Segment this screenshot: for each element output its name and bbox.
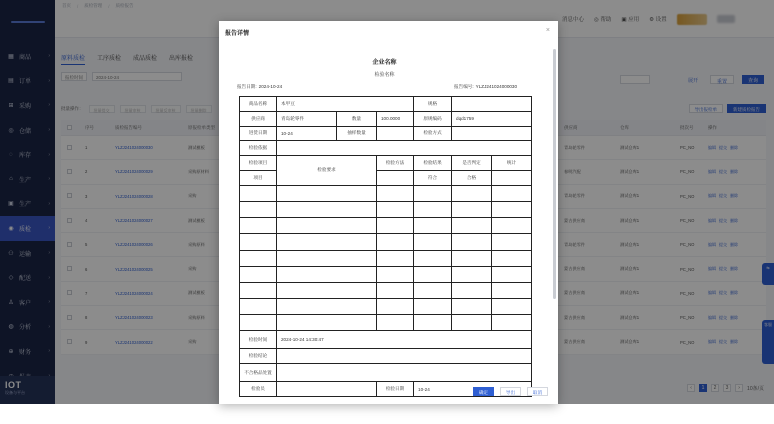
header-result: 检验结果 bbox=[414, 156, 452, 171]
submit-link[interactable]: 提交 bbox=[719, 266, 727, 272]
page-1[interactable]: 1 bbox=[699, 384, 707, 392]
sidebar-item-label: 生产 bbox=[19, 202, 32, 209]
cell-supplier: 蒙古供应商 bbox=[564, 290, 585, 296]
batch-submit-button[interactable]: 批量提交 bbox=[89, 105, 115, 113]
batch-delete-button[interactable]: 批量删除 bbox=[186, 105, 212, 113]
edit-link[interactable]: 编辑 bbox=[708, 193, 716, 199]
cell-code[interactable]: YLZJ241024000027 bbox=[115, 218, 153, 224]
report-document bbox=[219, 43, 550, 392]
sidebar-item-label: 财务 bbox=[19, 349, 32, 356]
filter-date-label: 报检时间 bbox=[61, 72, 87, 81]
nav-icon: ◇ bbox=[8, 275, 14, 282]
edit-link[interactable]: 编辑 bbox=[708, 144, 716, 150]
cell-code[interactable]: YLZJ241024000022 bbox=[115, 339, 153, 345]
chevron-right-icon: › bbox=[48, 53, 50, 60]
header-method: 检验方法 bbox=[377, 156, 414, 171]
chevron-right-icon: › bbox=[48, 77, 50, 84]
submit-link[interactable]: 提交 bbox=[719, 314, 727, 320]
nav-icon: ◎ bbox=[8, 127, 14, 134]
item-row bbox=[240, 234, 532, 250]
edit-link[interactable]: 编辑 bbox=[708, 168, 716, 174]
item-row bbox=[240, 282, 532, 298]
cell-supplier: 青岛轮零件 bbox=[564, 241, 585, 247]
company-name: 企业名称 bbox=[372, 60, 397, 66]
submit-link[interactable]: 提交 bbox=[719, 339, 727, 345]
cell-batch: PC_NO bbox=[680, 266, 695, 272]
chevron-right-icon: › bbox=[48, 151, 50, 158]
cell-no: 9 bbox=[85, 339, 88, 345]
inspect-method-value bbox=[452, 126, 532, 141]
header-result-sub: 符合 bbox=[414, 170, 452, 185]
cell-no: 5 bbox=[85, 242, 88, 248]
breadcrumb-item: 质检报告 bbox=[115, 3, 134, 8]
sample-qty-label: 抽样数量 bbox=[337, 126, 377, 141]
nav-icon: ▣ bbox=[8, 201, 14, 208]
header-item-sub: 项目 bbox=[240, 170, 277, 185]
apps-link[interactable]: ▣ 应用 bbox=[621, 17, 640, 23]
cell-code[interactable]: YLZJ241024000028 bbox=[115, 193, 153, 199]
delete-link[interactable]: 删除 bbox=[730, 168, 738, 174]
page-3[interactable]: 3 bbox=[723, 384, 731, 392]
nav-icon: ▤ bbox=[8, 78, 14, 85]
tab-product-qc[interactable]: 成品质检 bbox=[133, 56, 158, 62]
export-button[interactable]: 导出报检单 bbox=[689, 104, 724, 113]
brand-subtitle: 设备与平台 bbox=[5, 390, 25, 395]
edit-link[interactable]: 编辑 bbox=[708, 290, 716, 296]
page-size-select[interactable]: 10条/页 bbox=[747, 385, 764, 392]
cell-batch: PC_NO bbox=[680, 242, 695, 248]
cell-code[interactable]: YLZJ241024000026 bbox=[115, 242, 153, 248]
settings-link[interactable]: ⚙ 设置 bbox=[649, 17, 667, 23]
report-detail-modal bbox=[219, 21, 558, 404]
product-value: 本甲豆 bbox=[277, 97, 414, 112]
spec-code-label: 原规编码 bbox=[414, 111, 452, 126]
header-requirement: 检验要求 bbox=[277, 156, 377, 186]
page-prev[interactable]: ‹ bbox=[687, 384, 695, 392]
basis-value bbox=[277, 141, 532, 156]
nav-icon: ⊞ bbox=[8, 102, 14, 109]
cell-code[interactable]: YLZJ241024000030 bbox=[115, 145, 153, 151]
item-row bbox=[240, 266, 532, 282]
submit-link[interactable]: 提交 bbox=[719, 217, 727, 223]
cell-warehouse: 测试仓库1 bbox=[620, 241, 640, 247]
cell-type: 采购 bbox=[188, 193, 197, 199]
cell-no: 8 bbox=[85, 315, 88, 321]
spec-label: 规格 bbox=[414, 97, 452, 112]
cell-type: 测试模板 bbox=[188, 290, 205, 296]
report-date: 报告日期: 2024-10-24 bbox=[237, 84, 283, 89]
col-supplier: 供应商 bbox=[564, 124, 578, 130]
close-icon[interactable]: × bbox=[545, 27, 550, 34]
cell-no: 4 bbox=[85, 218, 88, 224]
cell-supplier: 蒙古供应商 bbox=[564, 217, 585, 223]
cell-warehouse: 测试仓库1 bbox=[620, 144, 640, 150]
edit-link[interactable]: 编辑 bbox=[708, 241, 716, 247]
nav-icon: ◉ bbox=[8, 225, 14, 232]
cell-supplier: 蒙古供应商 bbox=[564, 314, 585, 320]
header-judge-sub: 合格 bbox=[452, 170, 492, 185]
cell-type: 测试模板 bbox=[188, 144, 205, 150]
nav-icon: ⌂ bbox=[9, 176, 13, 183]
nav-icon: ▦ bbox=[8, 53, 14, 60]
submit-link[interactable]: 提交 bbox=[719, 290, 727, 296]
sidebar-item-label: 分析 bbox=[19, 325, 32, 332]
sidebar-item-label: 配送 bbox=[19, 276, 32, 283]
submit-link[interactable]: 提交 bbox=[719, 241, 727, 247]
bottom-strip bbox=[0, 404, 774, 424]
edit-link[interactable]: 编辑 bbox=[708, 217, 716, 223]
incoming-date-value: 10-24 bbox=[277, 126, 337, 141]
cell-warehouse: 测试仓库1 bbox=[620, 168, 640, 174]
col-no: 序号 bbox=[85, 124, 94, 130]
submit-link[interactable]: 提交 bbox=[719, 193, 727, 199]
nav-icon: ⊕ bbox=[8, 348, 14, 355]
chevron-right-icon: › bbox=[48, 225, 50, 232]
item-row bbox=[240, 201, 532, 217]
delete-link[interactable]: 删除 bbox=[730, 290, 738, 296]
cell-type: 测试模板 bbox=[188, 217, 205, 223]
inspector-label: 检验员 bbox=[240, 382, 277, 397]
reset-button[interactable]: 重置 bbox=[710, 75, 734, 84]
cell-type: 采购 bbox=[188, 339, 197, 345]
header-count: 统计 bbox=[492, 156, 532, 171]
cell-code[interactable]: YLZJ241024000024 bbox=[115, 290, 153, 296]
item-row bbox=[240, 218, 532, 234]
col-type: 原报检单类型 bbox=[188, 124, 215, 130]
incoming-date-label: 进货日期 bbox=[240, 126, 277, 141]
modal-title: 报告详情 bbox=[225, 31, 250, 37]
cell-no: 7 bbox=[85, 290, 88, 296]
sidebar-item-label: 生产 bbox=[19, 177, 32, 184]
submit-link[interactable]: 提交 bbox=[719, 144, 727, 150]
edit-link[interactable]: 编辑 bbox=[708, 314, 716, 320]
cell-warehouse: 测试仓库1 bbox=[620, 193, 640, 199]
batch-unreview-button[interactable]: 批量反审核 bbox=[151, 105, 181, 113]
delete-link[interactable]: 删除 bbox=[730, 266, 738, 272]
header-judge: 是否判定 bbox=[452, 156, 492, 171]
page-2[interactable]: 2 bbox=[711, 384, 719, 392]
sidebar-item-label: 商品 bbox=[19, 54, 32, 61]
basis-label: 检验依据 bbox=[240, 141, 277, 156]
sample-qty-value bbox=[377, 126, 414, 141]
chevron-right-icon: › bbox=[48, 127, 50, 134]
inspection-name: 检验名称 bbox=[374, 72, 395, 78]
cell-type: 采购 bbox=[188, 266, 197, 272]
sidebar-item-label: 仓储 bbox=[19, 128, 32, 135]
cell-type: 采购原料 bbox=[188, 314, 205, 320]
tab-process-qc[interactable]: 工序质检 bbox=[97, 56, 122, 62]
customer-service-tab[interactable]: 客服 bbox=[762, 320, 774, 364]
chevron-right-icon: › bbox=[48, 176, 50, 183]
delete-link[interactable]: 删除 bbox=[730, 314, 738, 320]
product-label: 商品名称 bbox=[240, 97, 277, 112]
delete-link[interactable]: 删除 bbox=[730, 339, 738, 345]
cell-batch: PC_NO bbox=[680, 339, 695, 345]
cell-code[interactable]: YLZJ241024000023 bbox=[115, 315, 153, 321]
new-report-button[interactable]: 新建质检报告 bbox=[727, 104, 766, 113]
cell-supplier: 青岛轮零件 bbox=[564, 144, 585, 150]
nav-icon: ◍ bbox=[8, 324, 14, 331]
filter-date-input[interactable]: 2024-10-24 bbox=[92, 72, 182, 81]
sidebar-item-label: 客户 bbox=[19, 300, 32, 307]
nonconform-label: 不合格品处置 bbox=[240, 364, 277, 382]
chevron-right-icon: › bbox=[48, 299, 50, 306]
conclusion-value bbox=[277, 349, 532, 364]
item-row bbox=[240, 299, 532, 315]
nav-icon: ⚇ bbox=[8, 250, 14, 257]
search-button[interactable]: 查询 bbox=[742, 75, 764, 84]
cell-warehouse: 测试仓库1 bbox=[620, 339, 640, 345]
inspect-date-label: 检验日期 bbox=[377, 382, 414, 397]
cell-batch: PC_NO bbox=[680, 218, 695, 224]
modal-scrollbar[interactable] bbox=[553, 49, 556, 299]
brand-title: IOT bbox=[5, 380, 22, 390]
sidebar-item-label: 质检 bbox=[19, 226, 32, 233]
inspection-form bbox=[239, 96, 532, 397]
batch-review-button[interactable]: 批量审核 bbox=[120, 105, 146, 113]
cell-warehouse: 测试仓库1 bbox=[620, 266, 640, 272]
item-row bbox=[240, 315, 532, 331]
breadcrumb: 首页 / 质检管理 / 质检报告 bbox=[62, 3, 134, 9]
col-warehouse: 仓库 bbox=[620, 124, 629, 130]
cell-warehouse: 测试仓库1 bbox=[620, 290, 640, 296]
inspect-time-value: 2024-10-24 14:30:47 bbox=[277, 331, 532, 349]
nonconform-value bbox=[277, 364, 532, 382]
chevron-right-icon: › bbox=[48, 348, 50, 355]
cell-supplier: 蒙古供应商 bbox=[564, 266, 585, 272]
cancel-button[interactable]: 取消 bbox=[527, 387, 548, 396]
col-code: 质检报告编号 bbox=[115, 124, 142, 130]
qty-value: 100.0000 bbox=[377, 111, 414, 126]
expand-button[interactable]: 展开 bbox=[687, 78, 698, 84]
delete-link[interactable]: 删除 bbox=[730, 217, 738, 223]
cell-no: 1 bbox=[85, 145, 88, 151]
cell-code[interactable]: YLZJ241024000029 bbox=[115, 169, 153, 175]
cell-batch: PC_NO bbox=[680, 193, 695, 199]
inspect-time-label: 检验时间 bbox=[240, 331, 277, 349]
sidebar-item-label: 库存 bbox=[19, 153, 32, 160]
delete-link[interactable]: 删除 bbox=[730, 193, 738, 199]
spec-code-value: dqd1759 bbox=[452, 111, 532, 126]
cell-supplier: 春明汽配 bbox=[564, 168, 581, 174]
edit-link[interactable]: 编辑 bbox=[708, 339, 716, 345]
cell-code[interactable]: YLZJ241024000025 bbox=[115, 266, 153, 272]
edit-link[interactable]: 编辑 bbox=[708, 266, 716, 272]
sidebar-item-label: 订单 bbox=[19, 79, 32, 86]
header-item: 检验项目 bbox=[240, 156, 277, 171]
qty-label: 数量 bbox=[337, 111, 377, 126]
help-link[interactable]: ◎ 帮助 bbox=[594, 17, 612, 23]
tab-outbound-qc[interactable]: 出库报检 bbox=[169, 56, 194, 62]
modal-footer bbox=[473, 387, 548, 396]
cell-supplier: 青岛轮零件 bbox=[564, 193, 585, 199]
cell-batch: PC_NO bbox=[680, 145, 695, 151]
chevron-right-icon: › bbox=[48, 323, 50, 330]
message-center-link[interactable]: 消息中心 bbox=[562, 17, 585, 23]
cell-batch: PC_NO bbox=[680, 290, 695, 296]
supplier-value: 青岛轮零件 bbox=[277, 111, 337, 126]
col-ops: 操作 bbox=[708, 124, 717, 130]
breadcrumb-item[interactable]: 首页 bbox=[62, 3, 71, 8]
cell-type: 采购原料 bbox=[188, 241, 205, 247]
cell-type: 采购原材料 bbox=[188, 168, 209, 174]
delete-link[interactable]: 删除 bbox=[730, 144, 738, 150]
nav-icon: ♙ bbox=[8, 299, 14, 306]
batch-label: 批量操作： bbox=[61, 106, 84, 111]
gear-icon: ⚙ bbox=[649, 17, 655, 23]
cell-no: 2 bbox=[85, 169, 88, 175]
chevron-right-icon: › bbox=[48, 200, 50, 207]
submit-link[interactable]: 提交 bbox=[719, 168, 727, 174]
cell-no: 6 bbox=[85, 266, 88, 272]
tab-material-qc[interactable]: 原料质检 bbox=[61, 53, 85, 65]
sidebar-item-label: 采购 bbox=[19, 103, 32, 110]
col-batch: 批次号 bbox=[680, 124, 694, 130]
inspect-date-value: 10-24 bbox=[414, 382, 532, 397]
chevron-right-icon: › bbox=[48, 274, 50, 281]
conclusion-label: 检验结论 bbox=[240, 349, 277, 364]
item-row bbox=[240, 250, 532, 266]
report-number: 报告编号: YLZJ241024000030 bbox=[454, 84, 518, 89]
supplier-label: 供应商 bbox=[240, 111, 277, 126]
delete-link[interactable]: 删除 bbox=[730, 241, 738, 247]
confirm-button[interactable]: 确定 bbox=[473, 387, 494, 396]
cell-warehouse: 测试仓库1 bbox=[620, 217, 640, 223]
breadcrumb-item[interactable]: 质检管理 bbox=[84, 3, 103, 8]
page-next[interactable]: › bbox=[735, 384, 743, 392]
cell-supplier: 蒙古供应商 bbox=[564, 339, 585, 345]
cell-batch: PC_NO bbox=[680, 315, 695, 321]
inspect-method-label: 检验方式 bbox=[414, 126, 452, 141]
cell-batch: PC_NO bbox=[680, 169, 695, 175]
cell-no: 3 bbox=[85, 193, 88, 199]
cell-warehouse: 测试仓库1 bbox=[620, 314, 640, 320]
chevron-right-icon: › bbox=[48, 102, 50, 109]
export-report-button[interactable]: 导出 bbox=[500, 387, 521, 396]
inspector-value bbox=[277, 382, 377, 397]
spec-value bbox=[452, 97, 532, 112]
chevron-right-icon: › bbox=[48, 250, 50, 257]
sidebar-item-label: 运输 bbox=[19, 251, 32, 258]
item-row bbox=[240, 185, 532, 201]
nav-icon: ◌ bbox=[9, 151, 13, 158]
float-tab-top[interactable]: ⇆ bbox=[762, 263, 774, 285]
